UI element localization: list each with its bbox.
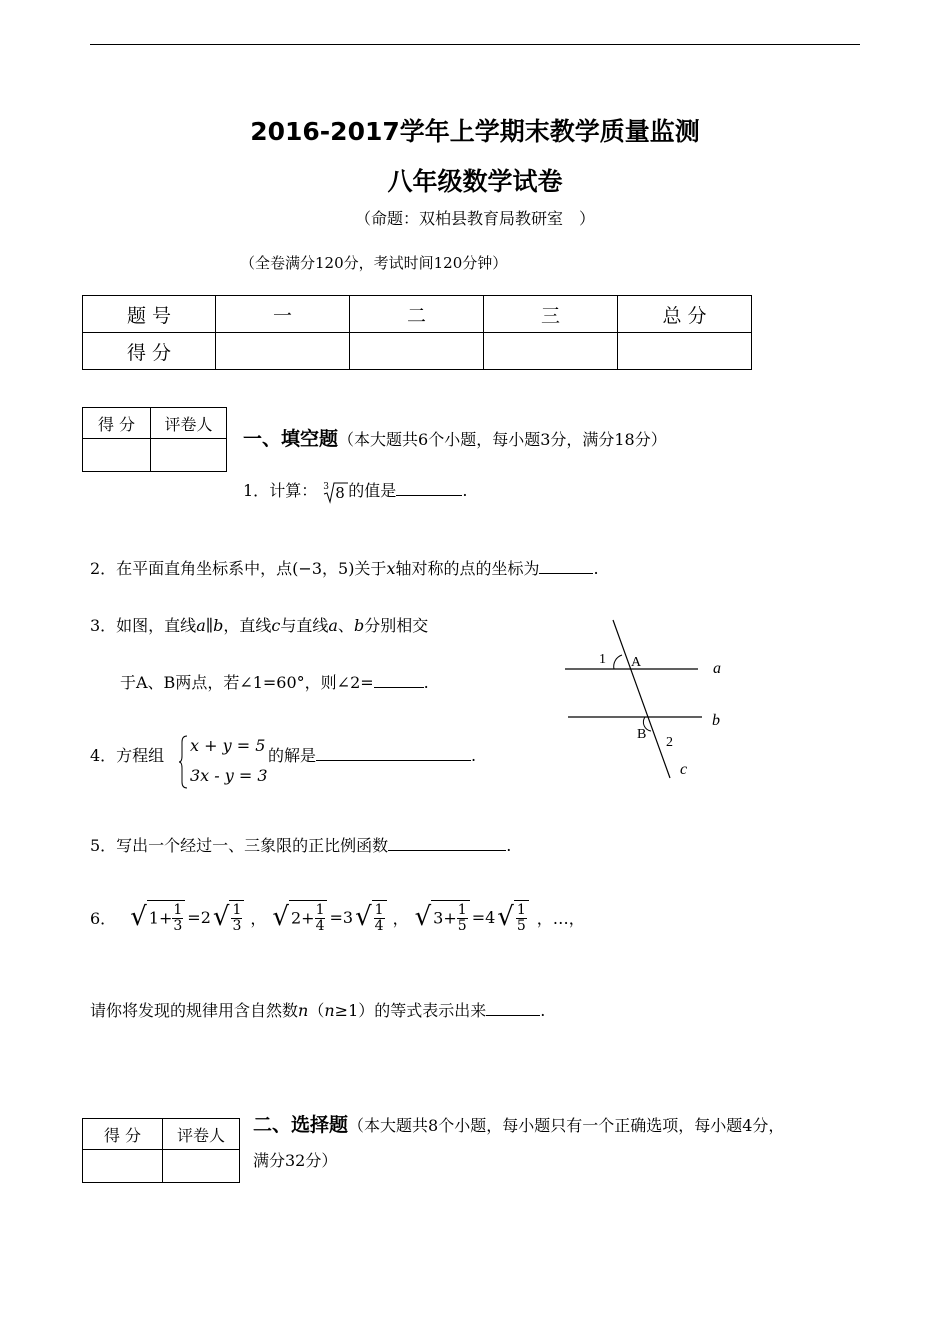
question-3-line1: [90, 613, 428, 636]
q3-var-c: c: [271, 616, 281, 635]
q6-number: 6．: [90, 908, 117, 928]
q3-var-a2: a: [328, 616, 338, 635]
frac-den: 5: [457, 918, 467, 935]
fraction: [231, 903, 242, 935]
section2-heading: [253, 1110, 784, 1137]
fraction: [172, 903, 183, 935]
q6-expr1-root: [229, 900, 244, 935]
score-table: [82, 295, 752, 370]
q3-text-a: 3．如图，直线: [90, 616, 197, 635]
score-cell[interactable]: [216, 333, 350, 370]
fraction: [374, 903, 385, 935]
q2-end: .: [593, 559, 599, 578]
radical-sign-icon: √: [355, 902, 372, 933]
answer-blank[interactable]: [486, 999, 540, 1016]
section1-desc: （本大题共6个小题，每小题3分，满分18分）: [338, 430, 667, 449]
q4-end: .: [471, 746, 477, 765]
q6-sep: ，: [250, 908, 267, 928]
score-cell[interactable]: [350, 333, 484, 370]
exam-author: （命题：双柏县教育局教研室 ）: [354, 209, 595, 228]
label-A: A: [631, 655, 642, 670]
q4-equation-1: x + y = 5: [190, 736, 266, 755]
q6-e1-a: 1+: [148, 908, 173, 928]
answer-blank[interactable]: [374, 671, 424, 688]
score-header-cell: 三: [484, 296, 618, 333]
section2-desc: （本大题共8个小题，每小题只有一个正确选项，每小题4分，: [348, 1116, 785, 1135]
q2-text2: 轴对称的点的坐标为: [395, 559, 540, 578]
label-B: B: [637, 727, 647, 742]
grader-score-cell[interactable]: [83, 439, 151, 472]
q6-e3-eq: =4: [471, 907, 496, 927]
label-a: a: [713, 660, 721, 677]
q1-prefix: 计算：: [269, 481, 318, 500]
q6-expr2-radicand: [289, 900, 328, 935]
q6-expr1-radicand: [147, 900, 186, 935]
grader-score-cell[interactable]: [83, 1150, 163, 1183]
q1-root-index: 3: [323, 482, 330, 492]
q6-expr3-radicand: [431, 900, 470, 935]
radical-sign-icon: √: [212, 902, 230, 933]
question-1: [243, 478, 467, 502]
score-header-cell: 二: [350, 296, 484, 333]
frac-den: 3: [173, 918, 183, 935]
q3-var-a: a: [196, 616, 206, 635]
question-2: [90, 556, 599, 579]
q6-line2-c: ≥1）的等式表示出来: [334, 1001, 487, 1020]
frac-den: 5: [516, 918, 526, 935]
q3-parallel: ∥: [205, 616, 214, 635]
frac-num: 1: [232, 902, 242, 918]
q1-number: 1．: [243, 481, 270, 500]
q1-suffix: 的值是: [348, 481, 397, 500]
label-2: 2: [666, 735, 673, 750]
q6-line2-a: 请你将发现的规律用含自然数: [90, 1001, 299, 1020]
frac-num: 1: [516, 902, 526, 918]
left-brace-icon: [178, 734, 188, 790]
q5-end: .: [506, 836, 512, 855]
q6-e2-a: 2+: [290, 908, 315, 928]
q4-suffix: 的解是: [268, 746, 317, 765]
question-3-line2: [120, 670, 429, 693]
grader-score-label: 得 分: [83, 1119, 163, 1150]
grader-box-1: [82, 407, 227, 472]
grader-name-label: 评卷人: [163, 1119, 240, 1150]
section1-title: 一、填空题: [243, 428, 339, 450]
exam-subject-title: 八年级数学试卷: [387, 167, 563, 196]
fraction: [516, 903, 527, 935]
fraction: [315, 903, 326, 935]
score-row-label: 得 分: [83, 333, 216, 370]
q3-line2-text: 于A、B两点，若∠1=60°，则∠2=: [120, 673, 374, 692]
q6-e2-eq: =3: [329, 907, 354, 927]
q6-var-n2: n: [324, 1001, 335, 1020]
q1-end: .: [462, 481, 468, 500]
frac-num: 1: [315, 902, 325, 918]
q6-end: .: [540, 1001, 546, 1020]
grader-box-2: [82, 1118, 240, 1183]
answer-blank[interactable]: [316, 744, 471, 761]
q3-var-b: b: [213, 616, 224, 635]
q3-end: .: [423, 673, 429, 692]
section2-desc-line2: 满分32分）: [253, 1151, 338, 1170]
grader-score-label: 得 分: [83, 408, 151, 439]
answer-blank[interactable]: [388, 834, 506, 851]
label-b: b: [712, 712, 720, 729]
grader-name-label: 评卷人: [151, 408, 227, 439]
frac-den: 4: [315, 918, 325, 935]
question-6-expressions: [90, 900, 585, 935]
frac-num: 1: [374, 902, 384, 918]
score-cell[interactable]: [618, 333, 752, 370]
frac-num: 1: [173, 902, 183, 918]
answer-blank[interactable]: [396, 479, 462, 496]
frac-den: 3: [232, 918, 242, 935]
frac-den: 4: [374, 918, 384, 935]
q6-line2-b: （: [308, 1001, 325, 1020]
q2-var: x: [386, 559, 396, 578]
q6-expr3-root: [514, 900, 529, 935]
question-6-line2: [90, 998, 545, 1021]
answer-blank[interactable]: [539, 557, 593, 574]
q6-e3-a: 3+: [433, 908, 457, 928]
exam-total-info: （全卷满分120分，考试时间120分钟）: [240, 254, 508, 272]
label-1: 1: [599, 652, 606, 667]
radical-sign-icon: √: [272, 902, 289, 933]
question-5: [90, 833, 511, 856]
q3-text-d: 、: [337, 616, 354, 635]
radical-sign-icon: √: [414, 902, 432, 933]
score-header-cell: 题 号: [83, 296, 216, 333]
radical-sign-icon: √: [497, 902, 514, 933]
q6-expr2-root: [372, 900, 387, 935]
angle-1-arc: [614, 655, 622, 669]
label-c: c: [680, 761, 688, 778]
q1-radicand: 8: [335, 484, 345, 502]
question-4-suffix: [268, 743, 476, 766]
grader-name-cell[interactable]: [151, 439, 227, 472]
line-c: [613, 620, 670, 778]
score-header-cell: 总 分: [618, 296, 752, 333]
q5-text: 5．写出一个经过一、三象限的正比例函数: [90, 836, 389, 855]
parallel-lines-figure: [560, 615, 740, 785]
grader-name-cell[interactable]: [163, 1150, 240, 1183]
q3-var-b2: b: [353, 616, 365, 635]
frac-num: 1: [457, 902, 467, 918]
section2-title: 二、选择题: [253, 1114, 349, 1136]
q6-e1-eq: =2: [187, 907, 211, 927]
q4-equation-2: 3x - y = 3: [190, 766, 268, 785]
score-cell[interactable]: [484, 333, 618, 370]
q1-cube-root: [322, 480, 348, 502]
top-rule: [90, 44, 860, 45]
q3-text-c: 与直线: [280, 616, 329, 635]
radical-sign-icon: √: [130, 902, 147, 933]
section1-heading: [243, 424, 667, 451]
q6-sep: ，: [392, 908, 409, 928]
exam-title: 2016-2017学年上学期末教学质量监测: [250, 117, 700, 146]
fraction: [457, 903, 468, 935]
q6-ellipsis: ，…，: [536, 908, 585, 928]
question-4-prefix: 4．方程组: [90, 746, 165, 765]
q2-text: 2．在平面直角坐标系中，点(−3，5)关于: [90, 559, 387, 578]
score-header-cell: 一: [216, 296, 350, 333]
q3-text-b: ，直线: [223, 616, 272, 635]
q6-var-n: n: [298, 1001, 309, 1020]
q3-text-e: 分别相交: [364, 616, 429, 635]
